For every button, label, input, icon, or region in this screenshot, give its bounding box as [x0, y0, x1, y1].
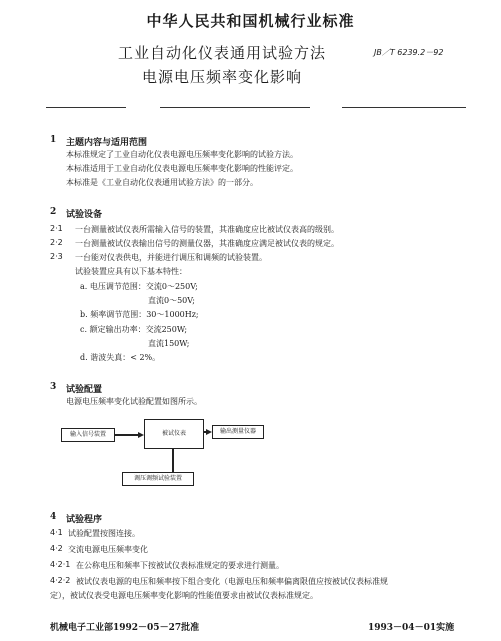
clause-text-continued: 定），被试仪表受电源电压频率变化影响的性能值要求由被试仪表标准规定。: [50, 591, 318, 600]
clause-text: 被试仪表电源的电压和频率按下组合变化（电源电压和频率偏离限值应按被试仪表标准规: [76, 577, 388, 586]
standard-number: JB／T 6239.2－92: [374, 48, 444, 57]
clause-text: 一台测量被试仪表输出信号的测量仪器，其准确度应满足被试仪表的规定。: [75, 239, 339, 248]
clause-number: 4·2·1: [50, 560, 71, 569]
section-2-number: 2: [50, 207, 57, 217]
spec-intro: 试验装置应具有以下基本特性：: [75, 267, 187, 276]
clause-text: 一台测量被试仪表所需输入信号的装置，其准确度应比被试仪表高的级别。: [75, 225, 339, 234]
clause-text: 试验配置按图连接。: [68, 529, 140, 538]
clause-number: 4·2·2: [50, 576, 71, 585]
clause-number: 2·3: [50, 252, 63, 261]
section-1-number: 1: [50, 135, 57, 145]
connector-line: [172, 448, 174, 472]
effective-date: 1993－04－01实施: [368, 623, 455, 633]
spec-item: b. 频率调节范围：30～1000Hz;: [80, 310, 199, 319]
output-instrument-box: 输出测量仪器: [212, 425, 264, 439]
clause-text: 在公称电压和频率下按被试仪表标准规定的要求进行测量。: [76, 561, 284, 570]
input-device-box: 输入信号装置: [61, 428, 115, 442]
section-2-title: 试验设备: [66, 210, 103, 220]
header-rule-middle: [160, 107, 310, 108]
power-supply-box: 调压调频试验装置: [122, 472, 194, 486]
section-1-line: 本标准适用于工业自动化仪表电源电压频率变化影响的性能评定。: [66, 164, 298, 173]
connector-line: [114, 434, 140, 436]
dut-box: 被试仪表: [144, 419, 204, 449]
spec-item: d. 谐波失真：< 2%。: [80, 353, 161, 362]
clause-number: 2·1: [50, 224, 63, 233]
section-3-number: 3: [50, 382, 57, 392]
header-rule-left: [46, 107, 126, 108]
clause-text: 一台能对仪表供电，并能进行调压和调频的试验装置。: [75, 253, 267, 262]
spec-subitem: 直流0～50V;: [148, 296, 195, 305]
clause-text: 交流电源电压频率变化: [68, 545, 148, 554]
section-3-title: 试验配置: [66, 385, 103, 395]
clause-number: 4·2: [50, 544, 63, 553]
spec-item: a. 电压调节范围：交流0～250V;: [80, 282, 198, 291]
approval-line: 机械电子工业部1992－05－27批准: [50, 623, 200, 633]
standard-header: 中华人民共和国机械行业标准: [146, 12, 355, 30]
document-title-line-2: 电源电压频率变化影响: [142, 68, 303, 86]
section-1-title: 主题内容与适用范围: [66, 138, 148, 148]
section-4-number: 4: [50, 512, 57, 522]
clause-number: 4·1: [50, 528, 63, 537]
document-title-line-1: 工业自动化仪表通用试验方法: [118, 44, 327, 62]
header-rule-right: [342, 107, 466, 108]
spec-item: c. 额定输出功率：交流250W;: [80, 325, 188, 334]
section-1-line: 本标准规定了工业自动化仪表电源电压频率变化影响的试验方法。: [66, 150, 298, 159]
section-4-title: 试验程序: [66, 515, 103, 525]
section-3-text: 电源电压频率变化试验配置如图所示。: [66, 397, 202, 406]
section-1-line: 本标准是《工业自动化仪表通用试验方法》的一部分。: [66, 178, 258, 187]
clause-number: 2·2: [50, 238, 63, 247]
spec-subitem: 直流150W;: [148, 339, 190, 348]
